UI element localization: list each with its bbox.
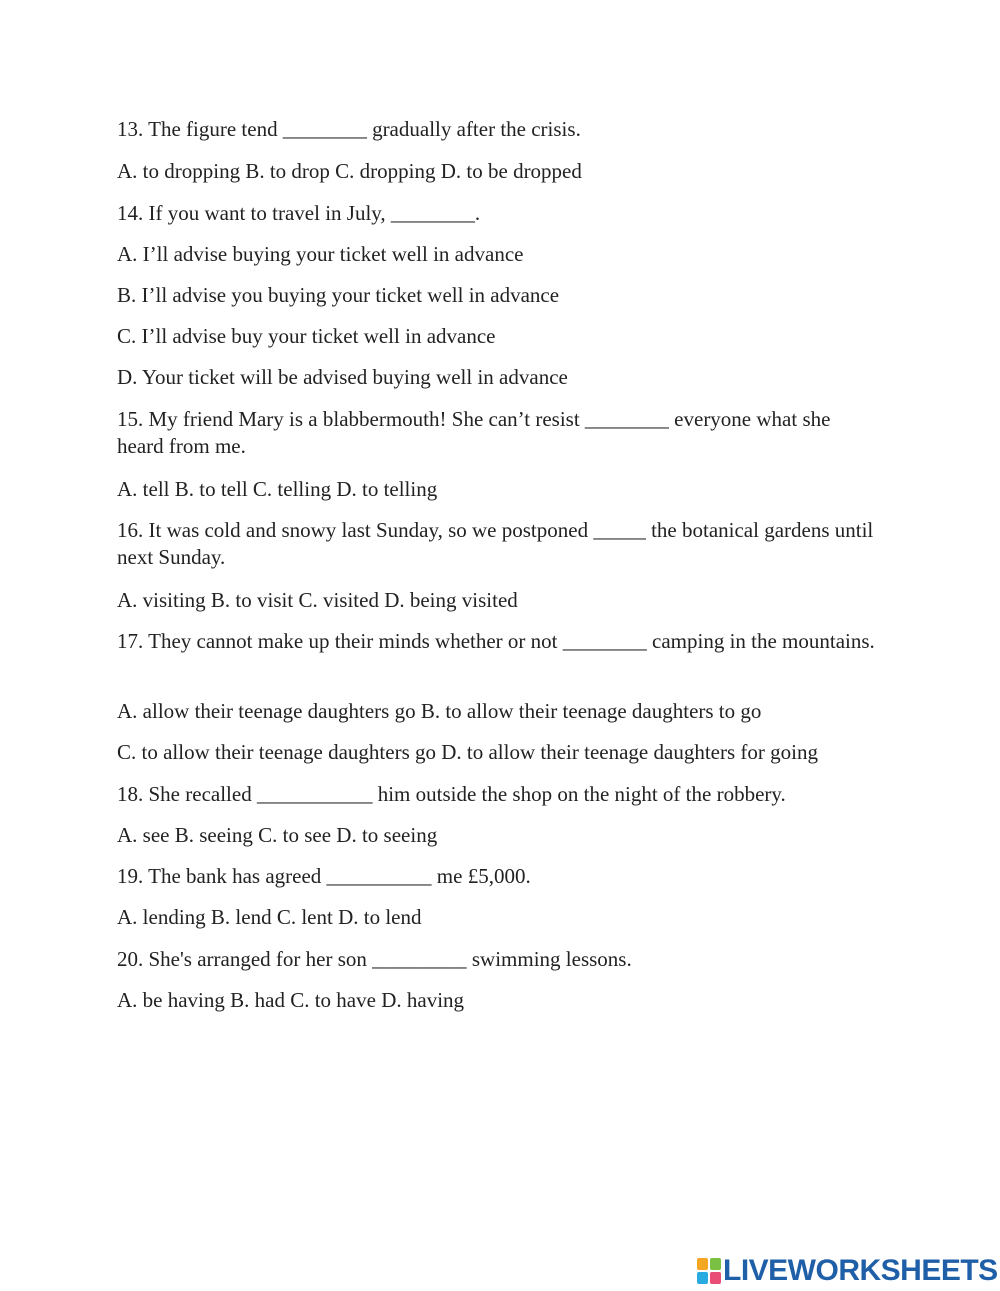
question-15: 15. My friend Mary is a blabbermouth! She can’t resist ________ everyone what she heard from me.	[117, 407, 831, 458]
answer-option-14d: D. Your ticket will be advised buying well in advance	[117, 365, 568, 389]
answer-options-20: A. be having B. had C. to have D. having	[117, 988, 465, 1012]
liveworksheets-logo	[697, 1255, 998, 1287]
logo-text: LIVEWORKSHEETS	[723, 1254, 998, 1287]
logo-square	[710, 1258, 721, 1270]
answer-option-14b: B. I’ll advise you buying your ticket well in advance	[117, 283, 560, 307]
answer-options-17cd: C. to allow their teenage daughters go D. to allow their teenage daughters for going	[117, 740, 818, 764]
logo-square	[697, 1272, 708, 1284]
answer-options-16: A. visiting B. to visit C. visited D. being visited	[117, 588, 518, 612]
question-18: 18. She recalled ___________ him outside the shop on the night of the robbery.	[117, 782, 786, 806]
answer-options-17ab: A. allow their teenage daughters go B. to allow their teenage daughters to go	[117, 699, 762, 723]
answer-options-18: A. see B. seeing C. to see D. to seeing	[117, 823, 438, 847]
question-20: 20. She's arranged for her son _________ swimming lessons.	[117, 947, 632, 971]
logo-square	[697, 1258, 708, 1270]
answer-options-15: A. tell B. to tell C. telling D. to telling	[117, 477, 438, 501]
answer-options-19: A. lending B. lend C. lent D. to lend	[117, 905, 422, 929]
question-19: 19. The bank has agreed __________ me £5,000.	[117, 864, 531, 888]
question-14: 14. If you want to travel in July, ________.	[117, 201, 481, 225]
answer-options-13: A. to dropping B. to drop C. dropping D. to be dropped	[117, 159, 582, 183]
logo-mark-icon	[697, 1258, 721, 1284]
logo-square	[710, 1272, 721, 1284]
question-13: 13. The figure tend ________ gradually after the crisis.	[117, 117, 581, 141]
question-16: 16. It was cold and snowy last Sunday, so we postponed _____ the botanical gardens until next Sunday.	[117, 518, 874, 569]
answer-option-14a: A. I’ll advise buying your ticket well in advance	[117, 242, 524, 266]
answer-option-14c: C. I’ll advise buy your ticket well in advance	[117, 324, 496, 348]
question-17: 17. They cannot make up their minds whether or not ________ camping in the mountains.	[117, 629, 875, 653]
